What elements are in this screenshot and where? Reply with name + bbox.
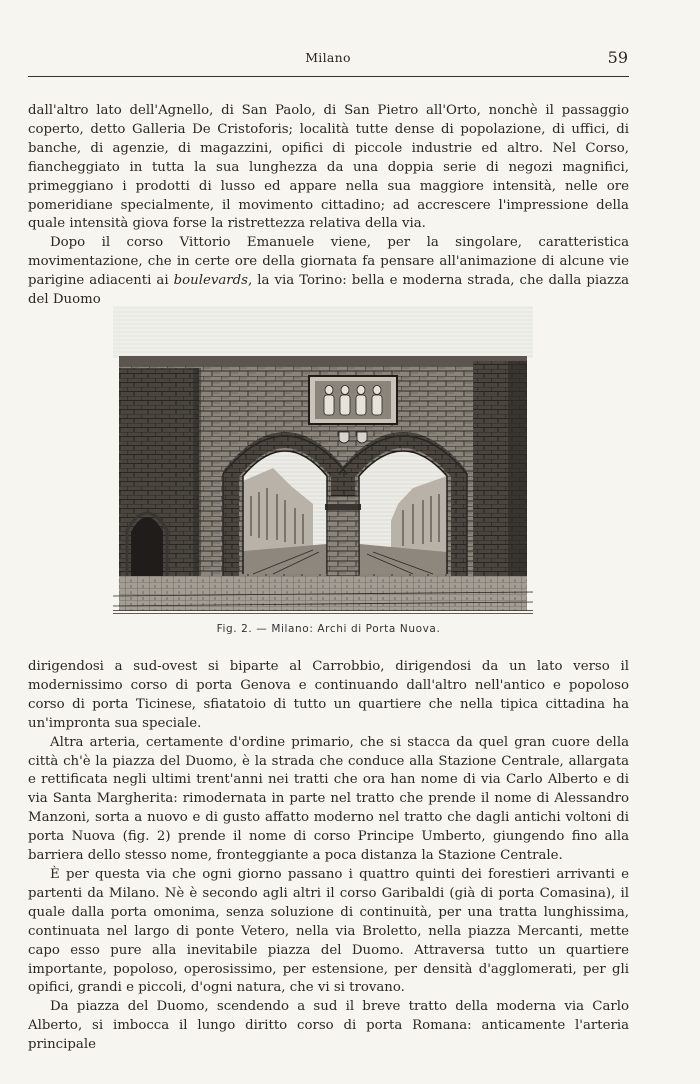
- engraving-archi-porta-nuova: [113, 306, 533, 616]
- text-block-bottom: [28, 658, 629, 1055]
- paragraph-porta-romana: Da piazza del Duomo, scendendo a sud il breve tratto della moderna via Carlo Alberto, si imbocca il lungo diritto corso di porta Romana: anticamente l'arteria principale: [28, 999, 629, 1053]
- paragraph-text: Dopo il corso Vittorio Emanuele viene, per la singolare, caratteristica movimentazione, che in certe ore della giornata fa pensare all'animazione di alcune vie parigine adiacenti ai: [28, 235, 629, 289]
- page-number: 59: [607, 48, 628, 67]
- paragraph-continued: dall'altro lato dell'Agnello, di San Paolo, di San Pietro all'Orto, nonchè il passaggio coperto, detto Galleria De Cristoforis; località tutte dense di popolazione, di uffici, di banche, di agenzie, di magazzini, opifici di piccole industrie ed altro. Nel Corso, fiancheggiato in tutta la sua lunghezza da una doppia serie di negozi magnifici, primeggiano i prodotti di lusso ed appare nella sua maggiore intensità, nelle ore pomeridiane specialmente, il movimento cittadino; ad accrescere l'impressione della quale intensità giova forse la ristrettezza relativa della via.: [28, 103, 629, 232]
- paragraph-via-torino: [28, 234, 629, 310]
- paragraph-text: , la via Torino: bella e moderna strada, che dalla piazza del Duomo: [28, 273, 629, 308]
- italic-term: boulevards: [173, 273, 248, 289]
- figure-caption: Fig. 2. — Milano: Archi di Porta Nuova.: [216, 623, 441, 635]
- header-rule: [28, 76, 629, 77]
- text-block-top: [28, 102, 629, 310]
- paragraph-stazione-centrale: Altra arteria, certamente d'ordine primario, che si stacca da quel gran cuore della città ch'è la piazza del Duomo, è la strada che conduce alla Stazione Centrale, allargata e rettificata negli ultimi trent'anni nei tratti che ora han nome di via Carlo Alberto e di via Santa Margherita: rimodernata in parte nel tratto che prende il nome di Alessandro Manzoni, sorta a nuovo e di gusto affatto moderno nel tratto che dagli antichi voltoni di porta Nuova (fig. 2) prende il nome di corso Principe Umberto, giungendo fino alla barriera dello stesso nome, fronteggiante a poca distanza la Stazione Centrale.: [28, 734, 629, 864]
- paragraph-corso-garibaldi: È per questa via che ogni giorno passano i quattro quinti dei forestieri arrivanti e partenti da Milano. Nè è secondo agli altri il corso Garibaldi (già di porta Comasina), il quale dalla porta omonima, senza soluzione di continuità, per una tratta lunghissima, continuata nel largo di ponte Vetero, nella via Broletto, nella piazza Mercanti, mette capo esso pure alla inevitabile piazza del Duomo. Attraversa tutto un quartiere importante, popoloso, operosissimo, per estensione, per densità d'agglomerati, per gli opifici, grandi e piccoli, d'ogni natura, che vi si trovano.: [28, 866, 629, 996]
- paragraph-continued: dirigendosi a sud-ovest si biparte al Carrobbio, dirigendosi da un lato verso il modernissimo corso di porta Genova e continuando dall'altro nell'antico e popoloso corso di porta Ticinese, sfiatatoio di tutto un quartiere che nella tipica cittadina ha un'impronta sua speciale.: [28, 659, 629, 731]
- running-head: [28, 50, 628, 70]
- running-title: Milano: [305, 50, 351, 65]
